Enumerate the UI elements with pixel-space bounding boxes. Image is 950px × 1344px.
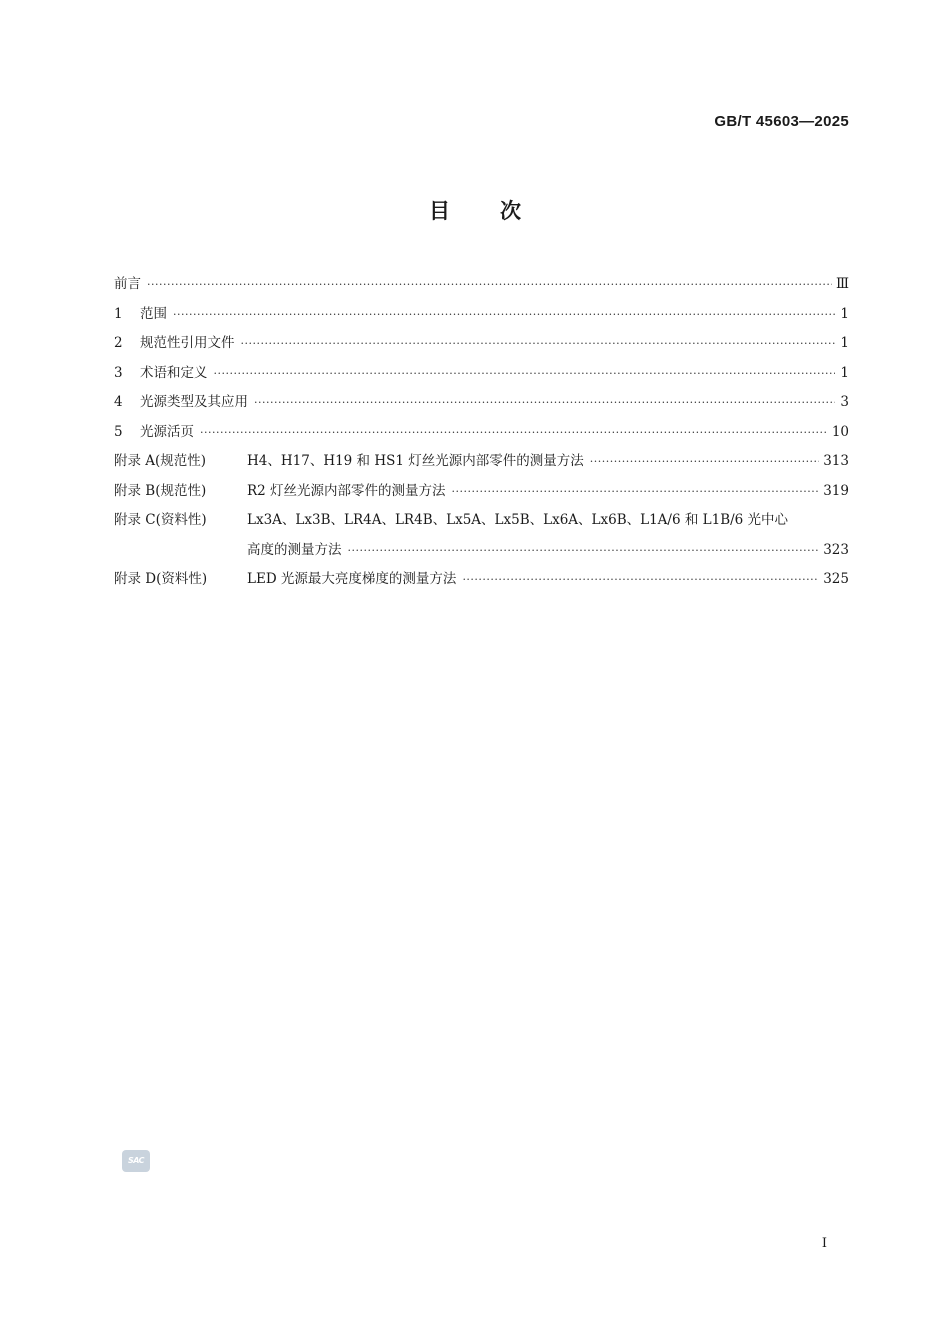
- toc-label: 高度的测量方法: [247, 541, 342, 558]
- toc-entry-4[interactable]: [114, 390, 849, 420]
- toc-annex-prefix: 附录 D(资料性): [114, 571, 208, 587]
- toc-label: H4、H17、H19 和 HS1 灯丝光源内部零件的测量方法: [247, 453, 584, 469]
- toc-leader: [147, 278, 832, 291]
- toc-entry-5[interactable]: [114, 420, 849, 450]
- toc-entry-annex-d[interactable]: [114, 567, 849, 597]
- page-number: I: [821, 1236, 827, 1251]
- toc-page: 3: [840, 394, 849, 410]
- toc-leader: [348, 544, 820, 557]
- toc-label: 范围: [140, 305, 167, 322]
- toc-page: 323: [823, 541, 849, 558]
- toc-page: 1: [840, 335, 849, 351]
- toc-page: 325: [823, 571, 849, 587]
- toc-page: 10: [831, 423, 849, 440]
- toc-label: 术语和定义: [140, 364, 208, 381]
- toc-entry-2[interactable]: [114, 331, 849, 361]
- toc-leader: [241, 337, 836, 350]
- toc-leader: [173, 308, 835, 321]
- toc-label: 光源类型及其应用: [140, 394, 248, 410]
- toc-leader: [254, 396, 835, 409]
- toc-entry-annex-c[interactable]: [114, 508, 849, 538]
- toc-label: R2 灯丝光源内部零件的测量方法: [247, 482, 446, 499]
- toc-page: 1: [840, 364, 849, 381]
- toc-page: 313: [823, 453, 849, 469]
- toc-number: 4: [114, 394, 123, 410]
- toc-leader: [462, 573, 819, 586]
- toc-leader: [200, 426, 828, 439]
- toc-label: LED 光源最大亮度梯度的测量方法: [247, 571, 457, 587]
- toc-label: 规范性引用文件: [140, 335, 235, 351]
- toc-number: 3: [114, 364, 123, 381]
- toc-number: 5: [114, 423, 123, 440]
- toc-leader: [590, 455, 819, 468]
- toc-page: 319: [823, 482, 849, 499]
- page-title: 目次: [429, 199, 571, 223]
- toc-label: 前言: [114, 276, 141, 292]
- table-of-contents: [114, 272, 849, 597]
- toc-page: Ⅲ: [835, 276, 849, 292]
- toc-entry-annex-b[interactable]: [114, 479, 849, 509]
- toc-entry-1[interactable]: [114, 302, 849, 332]
- toc-annex-prefix: 附录 B(规范性): [114, 482, 207, 499]
- toc-label: 光源活页: [140, 423, 194, 440]
- toc-leader: [214, 367, 836, 380]
- toc-label: Lx3A、Lx3B、LR4A、LR4B、Lx5A、Lx5B、Lx6A、Lx6B、L1A/6 和 L1B/6 光中心: [247, 512, 789, 528]
- toc-entry-3[interactable]: [114, 361, 849, 391]
- standard-code: GB/T 45603—2025: [714, 113, 849, 130]
- toc-annex-prefix: 附录 C(资料性): [114, 512, 207, 528]
- toc-leader: [452, 485, 820, 498]
- toc-annex-prefix: 附录 A(规范性): [114, 453, 207, 469]
- toc-number: 2: [114, 335, 123, 351]
- toc-entry-annex-a[interactable]: [114, 449, 849, 479]
- toc-entry-annex-c-cont[interactable]: [114, 538, 849, 568]
- toc-number: 1: [114, 305, 123, 322]
- toc-page: 1: [840, 305, 849, 322]
- sac-logo: SAC: [122, 1150, 150, 1172]
- toc-entry-foreword[interactable]: [114, 272, 849, 302]
